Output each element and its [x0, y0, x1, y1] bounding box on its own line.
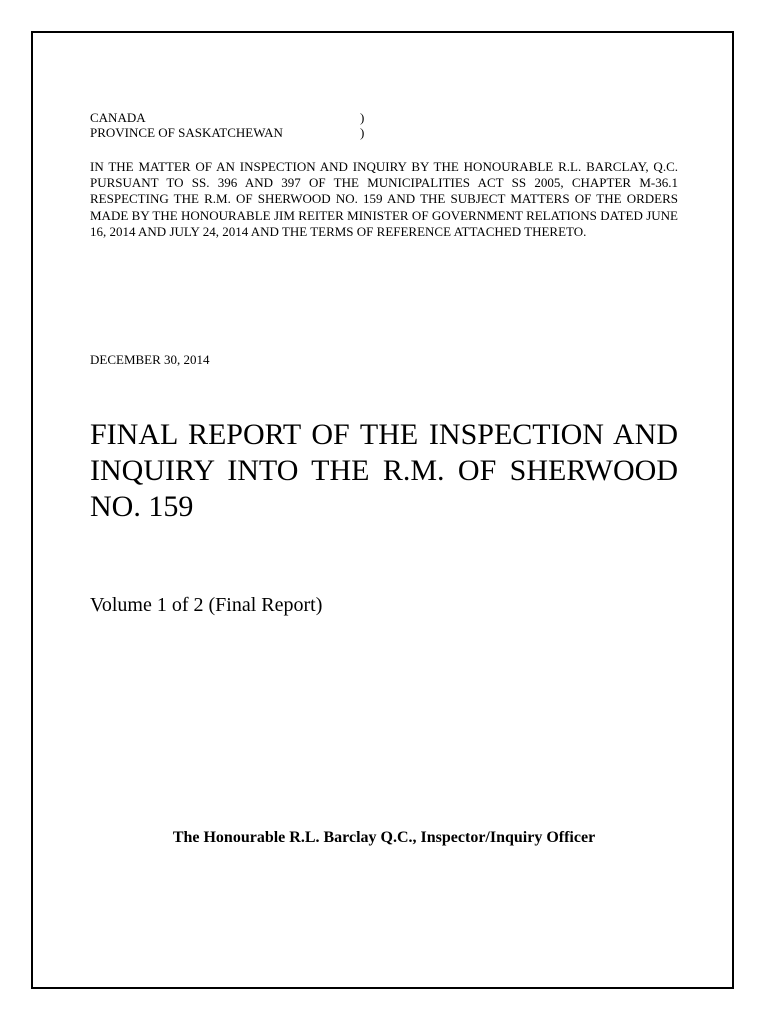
- jurisdiction-name: PROVINCE OF SASKATCHEWAN: [90, 125, 283, 140]
- matter-paragraph: IN THE MATTER OF AN INSPECTION AND INQUIRY BY THE HONOURABLE R.L. BARCLAY, Q.C. PURSUANT TO SS. 396 AND 397 OF THE MUNICIPALITIES ACT SS 2005, CHAPTER M-36.1 RESPECTING THE R.M. OF SHERWOOD NO. 159 AND THE SUBJECT MATTERS OF THE ORDERS MADE BY THE HONOURABLE JIM REITER MINISTER OF GOVERNMENT RELATIONS DATED JUNE 16, 2014 AND JULY 24, 2014 AND THE TERMS OF REFERENCE ATTACHED THERETO.: [90, 159, 678, 239]
- author-line: The Honourable R.L. Barclay Q.C., Inspector/Inquiry Officer: [172, 829, 596, 846]
- jurisdiction-name: CANADA: [90, 110, 146, 125]
- jurisdiction-line-province: [90, 125, 390, 140]
- report-date: DECEMBER 30, 2014: [90, 352, 210, 367]
- report-title: FINAL REPORT OF THE INSPECTION AND INQUIRY INTO THE R.M. OF SHERWOOD NO. 159: [90, 418, 678, 523]
- jurisdiction-block: [90, 110, 390, 140]
- jurisdiction-line-canada: [90, 110, 390, 125]
- jurisdiction-paren: ): [360, 110, 365, 125]
- jurisdiction-paren: ): [360, 125, 365, 140]
- volume-label: Volume 1 of 2 (Final Report): [90, 594, 323, 616]
